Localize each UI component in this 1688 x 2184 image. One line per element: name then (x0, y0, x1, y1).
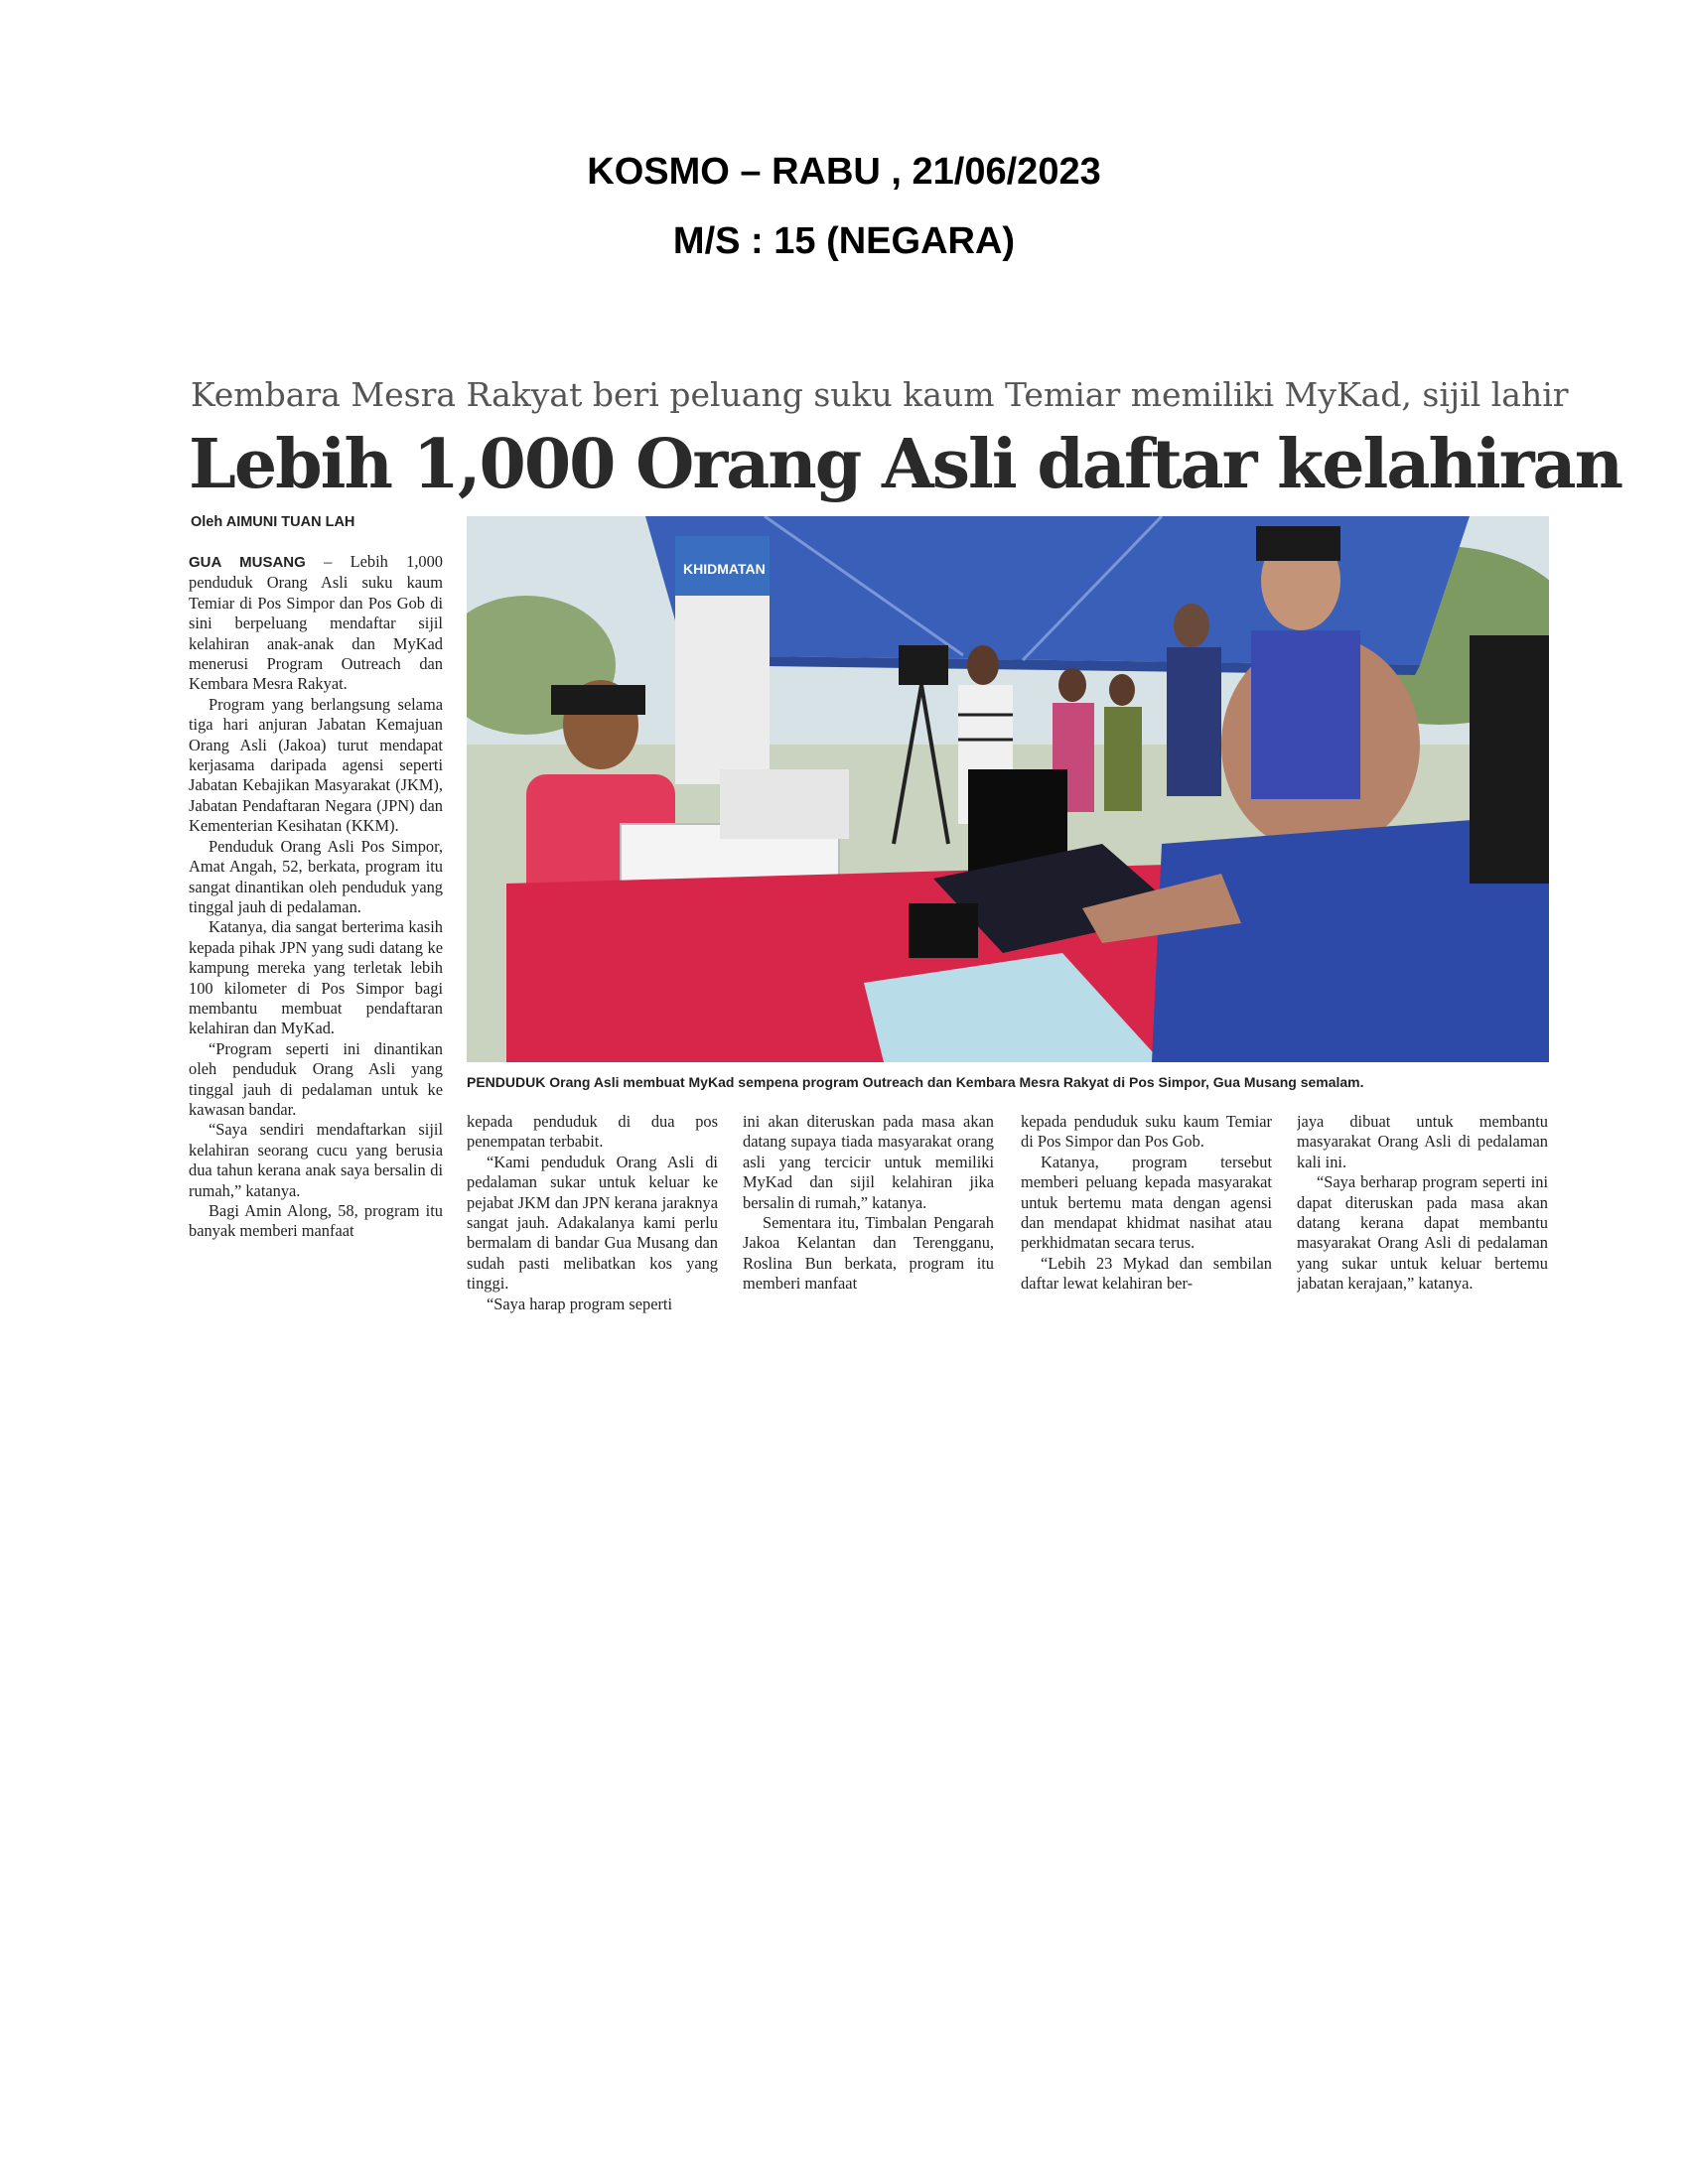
article-kicker: Kembara Mesra Rakyat beri peluang suku kaum Temiar memiliki MyKad, sijil lahir (191, 375, 1569, 414)
paragraph: ini akan diteruskan pada masa akan datang supaya tiada masyarakat orang asli yang tercicir untuk memiliki MyKad dan sijil kelahiran jika bersalin di rumah,” katanya. (743, 1112, 994, 1212)
paragraph: Program yang berlangsung selama tiga hari anjuran Jabatan Kemajuan Orang Asli (Jakoa) turut mendapat kerjasama daripada agensi seperti Jabatan Kebajikan Masyarakat (JKM), Jabatan Pendaftaran Negara (JPN) dan Kementerian Kesihatan (KKM). (189, 694, 443, 836)
paragraph: “Saya sendiri mendaftarkan sijil kelahiran seorang cucu yang berusia dua tahun kerana anak saya bersalin di rumah,” katanya. (189, 1120, 443, 1200)
paragraph: kepada penduduk di dua pos penempatan terbabit. (467, 1112, 718, 1152)
paragraph: “Lebih 23 Mykad dan sembilan daftar lewat kelahiran ber- (1021, 1253, 1272, 1294)
article-column-4 (1021, 1112, 1272, 1316)
article-column-1 (189, 552, 443, 1316)
paragraph: Bagi Amin Along, 58, program itu banyak memberi manfaat (189, 1201, 443, 1241)
paragraph: Sementara itu, Timbalan Pengarah Jakoa Kelantan dan Terengganu, Roslina Bun berkata, program itu memberi manfaat (743, 1213, 994, 1294)
paragraph: kepada penduduk suku kaum Temiar di Pos Simpor dan Pos Gob. (1021, 1112, 1272, 1152)
article-headline: Lebih 1,000 Orang Asli daftar kelahiran (189, 425, 1622, 504)
paragraph: “Program seperti ini dinantikan oleh penduduk Orang Asli yang tinggal jauh di pedalaman untuk ke kawasan bandar. (189, 1038, 443, 1119)
dateline: GUA MUSANG (189, 554, 306, 571)
article-column-5 (1297, 1112, 1548, 1316)
photo-illustration (467, 516, 1549, 1062)
paragraph: jaya dibuat untuk membantu masyarakat Orang Asli di pedalaman kali ini. (1297, 1112, 1548, 1171)
paragraph: Katanya, dia sangat berterima kasih kepada pihak JPN yang sudi datang ke kampung mereka yang terletak lebih 100 kilometer di Pos Simpor bagi membantu membuat pendaftaran kelahiran dan MyKad. (189, 917, 443, 1038)
banner-text: KHIDMATAN (683, 561, 766, 577)
paragraph: “Saya berharap program seperti ini dapat diteruskan pada masa akan datang kerana dapat membantu masyarakat Orang Asli di pedalaman yang sukar untuk keluar bertemu jabatan kerajaan,” katanya. (1297, 1172, 1548, 1294)
paragraph: Katanya, program tersebut memberi peluang kepada masyarakat untuk bertemu mata dengan agensi dan mendapat khidmat nasihat atau perkhidmatan secara terus. (1021, 1152, 1272, 1253)
page-section-header: M/S : 15 (NEGARA) (672, 220, 1016, 262)
paragraph: “Saya harap program seperti (487, 1294, 673, 1313)
article-column-2 (467, 1112, 718, 1316)
newspaper-clipping (189, 367, 1622, 1313)
article-byline: Oleh AIMUNI TUAN LAH (191, 514, 355, 530)
publication-header: KOSMO – RABU , 21/06/2023 (587, 151, 1101, 193)
paragraph: Penduduk Orang Asli Pos Simpor, Amat Angah, 52, berkata, program itu sangat dinantikan oleh penduduk yang tinggal jauh di pedalaman. (189, 836, 443, 916)
paragraph: “Kami penduduk Orang Asli di pedalaman sukar untuk keluar ke pejabat JKM dan JPN kerana jaraknya sangat jauh. Adakalanya kami perlu bermalam di bandar Gua Musang dan sudah pasti melibatkan kos yang tinggi. (467, 1152, 718, 1294)
paragraph: GUA MUSANG – Lebih 1,000 penduduk Orang Asli suku kaum Temiar di Pos Simpor dan Pos Gob di sini berpeluang mendaftar sijil kelahiran anak-anak dan MyKad menerusi Program Outreach dan Kembara Mesra Rakyat. (189, 552, 443, 694)
article-column-3 (743, 1112, 994, 1316)
article-photo (467, 516, 1549, 1062)
photo-caption: PENDUDUK Orang Asli membuat MyKad sempena program Outreach dan Kembara Mesra Rakyat di Pos Simpor, Gua Musang semalam. (467, 1074, 1364, 1090)
